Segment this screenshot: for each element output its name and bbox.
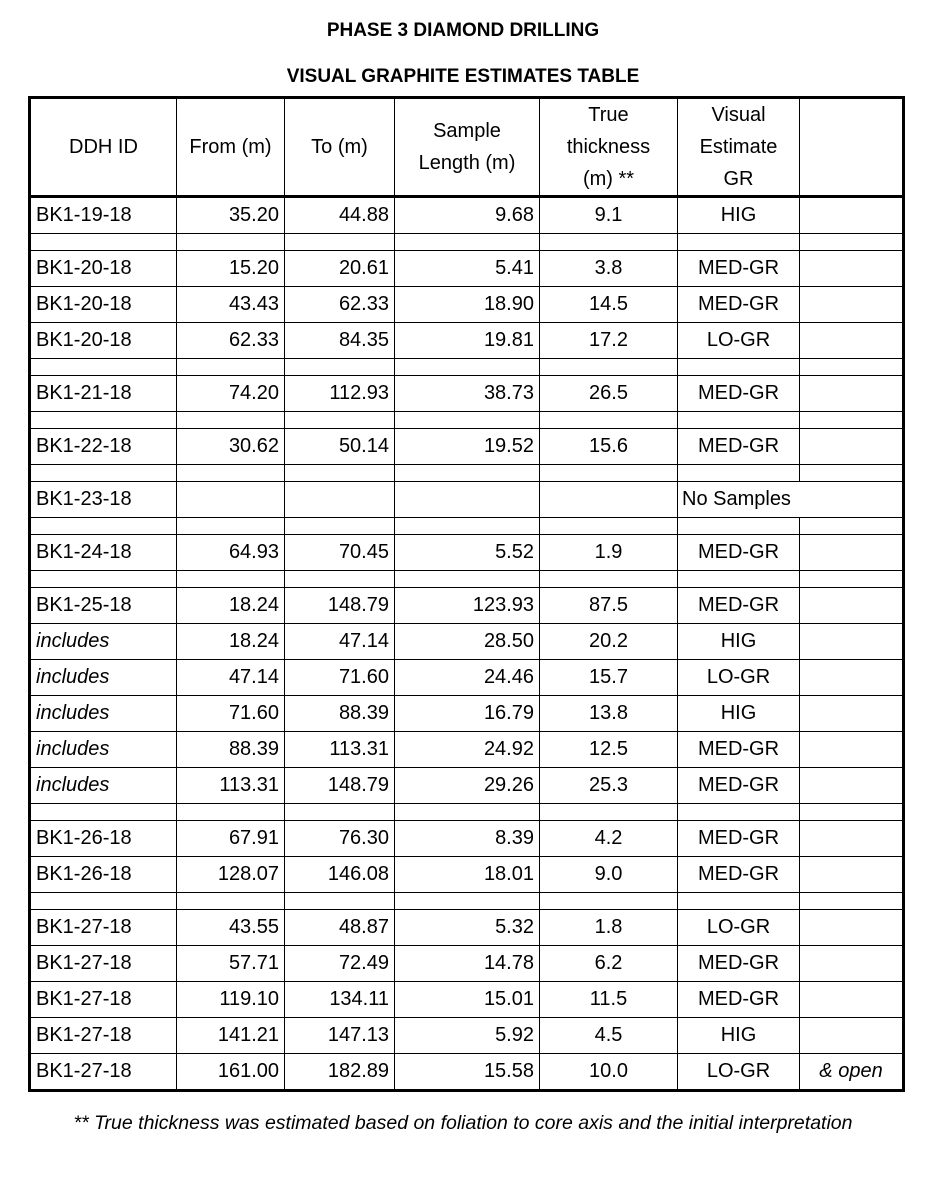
table-row <box>30 197 904 234</box>
cell-sample-length: 123.93 <box>395 588 540 624</box>
cell-no-samples: No Samples <box>678 482 904 518</box>
spacer-cell <box>678 571 800 588</box>
cell-to: 88.39 <box>285 696 395 732</box>
header-row <box>30 98 904 197</box>
cell-ddh-id: BK1-27-18 <box>30 910 177 946</box>
cell-visual-estimate: MED-GR <box>678 535 800 571</box>
cell-sample-length: 16.79 <box>395 696 540 732</box>
cell-note <box>800 624 904 660</box>
cell-sample-length: 8.39 <box>395 821 540 857</box>
cell-visual-estimate: MED-GR <box>678 732 800 768</box>
graphite-estimates-table <box>28 96 905 1092</box>
cell-to: 44.88 <box>285 197 395 234</box>
spacer-cell <box>540 359 678 376</box>
spacer-cell <box>177 893 285 910</box>
cell-note <box>800 429 904 465</box>
cell-sample-length: 5.41 <box>395 251 540 287</box>
cell-visual-estimate: HIG <box>678 1018 800 1054</box>
cell-to: 48.87 <box>285 910 395 946</box>
table-row <box>30 982 904 1018</box>
spacer-cell <box>285 518 395 535</box>
spacer-cell <box>177 518 285 535</box>
spacer-cell <box>285 893 395 910</box>
cell-ddh-id: BK1-27-18 <box>30 982 177 1018</box>
cell-from: 113.31 <box>177 768 285 804</box>
cell-true-thickness: 1.9 <box>540 535 678 571</box>
spacer-cell <box>395 571 540 588</box>
cell-true-thickness: 17.2 <box>540 323 678 359</box>
spacer-cell <box>285 465 395 482</box>
cell-ddh-id: includes <box>30 660 177 696</box>
cell-note <box>800 251 904 287</box>
table-title: VISUAL GRAPHITE ESTIMATES TABLE <box>286 66 640 87</box>
cell-true-thickness: 25.3 <box>540 768 678 804</box>
spacer-cell <box>30 412 177 429</box>
table-row <box>30 732 904 768</box>
table-row <box>30 429 904 465</box>
cell-note <box>800 1018 904 1054</box>
cell-note <box>800 732 904 768</box>
header-blank <box>800 98 904 197</box>
spacer-cell <box>285 804 395 821</box>
cell-to <box>285 482 395 518</box>
cell-to: 47.14 <box>285 624 395 660</box>
cell-note <box>800 197 904 234</box>
header-sample-length: Sample Length (m) <box>395 98 540 197</box>
cell-true-thickness: 4.5 <box>540 1018 678 1054</box>
spacer-cell <box>678 359 800 376</box>
cell-ddh-id: BK1-27-18 <box>30 946 177 982</box>
cell-true-thickness: 87.5 <box>540 588 678 624</box>
cell-ddh-id: BK1-21-18 <box>30 376 177 412</box>
cell-note <box>800 982 904 1018</box>
cell-visual-estimate: MED-GR <box>678 287 800 323</box>
table-row <box>30 910 904 946</box>
cell-visual-estimate: MED-GR <box>678 251 800 287</box>
cell-note <box>800 376 904 412</box>
cell-note <box>800 287 904 323</box>
spacer-row <box>30 465 904 482</box>
cell-ddh-id: BK1-22-18 <box>30 429 177 465</box>
cell-sample-length: 18.90 <box>395 287 540 323</box>
spacer-cell <box>30 465 177 482</box>
cell-to: 84.35 <box>285 323 395 359</box>
header-from: From (m) <box>177 98 285 197</box>
cell-sample-length: 18.01 <box>395 857 540 893</box>
header-true-thickness: True thickness (m) ** <box>540 98 678 197</box>
cell-to: 112.93 <box>285 376 395 412</box>
header-to: To (m) <box>285 98 395 197</box>
cell-from: 71.60 <box>177 696 285 732</box>
spacer-cell <box>800 893 904 910</box>
cell-note <box>800 588 904 624</box>
cell-ddh-id: BK1-25-18 <box>30 588 177 624</box>
spacer-cell <box>395 518 540 535</box>
table-row <box>30 251 904 287</box>
cell-visual-estimate: HIG <box>678 696 800 732</box>
cell-ddh-id: BK1-24-18 <box>30 535 177 571</box>
spacer-cell <box>800 804 904 821</box>
cell-true-thickness: 4.2 <box>540 821 678 857</box>
cell-visual-estimate: MED-GR <box>678 429 800 465</box>
cell-note <box>800 946 904 982</box>
cell-from: 43.55 <box>177 910 285 946</box>
table-row <box>30 660 904 696</box>
table-row <box>30 696 904 732</box>
table-row <box>30 821 904 857</box>
table-row <box>30 323 904 359</box>
cell-true-thickness: 15.7 <box>540 660 678 696</box>
cell-true-thickness: 6.2 <box>540 946 678 982</box>
spacer-cell <box>540 893 678 910</box>
cell-ddh-id: BK1-20-18 <box>30 287 177 323</box>
spacer-cell <box>30 804 177 821</box>
cell-from: 47.14 <box>177 660 285 696</box>
cell-sample-length: 15.58 <box>395 1054 540 1091</box>
cell-sample-length: 9.68 <box>395 197 540 234</box>
cell-note: & open <box>800 1054 904 1091</box>
table-row <box>30 535 904 571</box>
cell-sample-length: 28.50 <box>395 624 540 660</box>
cell-ddh-id: BK1-23-18 <box>30 482 177 518</box>
cell-true-thickness: 14.5 <box>540 287 678 323</box>
page-title: PHASE 3 DIAMOND DRILLING <box>326 20 600 41</box>
cell-to: 147.13 <box>285 1018 395 1054</box>
cell-visual-estimate: LO-GR <box>678 323 800 359</box>
cell-to: 70.45 <box>285 535 395 571</box>
cell-true-thickness: 26.5 <box>540 376 678 412</box>
cell-true-thickness: 11.5 <box>540 982 678 1018</box>
spacer-row <box>30 893 904 910</box>
spacer-cell <box>177 804 285 821</box>
cell-visual-estimate: MED-GR <box>678 946 800 982</box>
spacer-cell <box>540 234 678 251</box>
spacer-cell <box>395 412 540 429</box>
spacer-cell <box>800 571 904 588</box>
spacer-cell <box>678 465 800 482</box>
cell-true-thickness <box>540 482 678 518</box>
spacer-row <box>30 234 904 251</box>
spacer-cell <box>285 234 395 251</box>
cell-true-thickness: 13.8 <box>540 696 678 732</box>
cell-from: 62.33 <box>177 323 285 359</box>
spacer-cell <box>395 893 540 910</box>
cell-visual-estimate: MED-GR <box>678 982 800 1018</box>
cell-true-thickness: 10.0 <box>540 1054 678 1091</box>
cell-true-thickness: 12.5 <box>540 732 678 768</box>
cell-visual-estimate: MED-GR <box>678 821 800 857</box>
spacer-cell <box>540 571 678 588</box>
spacer-cell <box>540 518 678 535</box>
cell-from: 18.24 <box>177 624 285 660</box>
cell-ddh-id: BK1-26-18 <box>30 821 177 857</box>
cell-from: 43.43 <box>177 287 285 323</box>
spacer-cell <box>177 571 285 588</box>
footnote: ** True thickness was estimated based on foliation to core axis and the initial interpretation <box>73 1112 853 1134</box>
spacer-cell <box>800 412 904 429</box>
spacer-cell <box>285 359 395 376</box>
spacer-cell <box>540 465 678 482</box>
spacer-row <box>30 359 904 376</box>
spacer-cell <box>30 234 177 251</box>
spacer-cell <box>177 412 285 429</box>
cell-note <box>800 857 904 893</box>
cell-sample-length: 24.46 <box>395 660 540 696</box>
spacer-cell <box>540 804 678 821</box>
table-row <box>30 376 904 412</box>
cell-ddh-id: includes <box>30 696 177 732</box>
spacer-cell <box>30 571 177 588</box>
cell-ddh-id: BK1-26-18 <box>30 857 177 893</box>
cell-to: 71.60 <box>285 660 395 696</box>
spacer-cell <box>540 412 678 429</box>
cell-true-thickness: 9.1 <box>540 197 678 234</box>
cell-to: 62.33 <box>285 287 395 323</box>
cell-from: 74.20 <box>177 376 285 412</box>
cell-visual-estimate: HIG <box>678 624 800 660</box>
cell-ddh-id: BK1-20-18 <box>30 323 177 359</box>
cell-sample-length: 19.81 <box>395 323 540 359</box>
table-row <box>30 946 904 982</box>
spacer-cell <box>177 234 285 251</box>
spacer-cell <box>30 893 177 910</box>
table-row <box>30 588 904 624</box>
cell-to: 50.14 <box>285 429 395 465</box>
spacer-row <box>30 412 904 429</box>
cell-sample-length: 14.78 <box>395 946 540 982</box>
cell-to: 134.11 <box>285 982 395 1018</box>
cell-to: 148.79 <box>285 768 395 804</box>
spacer-cell <box>800 234 904 251</box>
spacer-cell <box>678 234 800 251</box>
cell-from: 88.39 <box>177 732 285 768</box>
cell-from: 15.20 <box>177 251 285 287</box>
cell-sample-length: 29.26 <box>395 768 540 804</box>
spacer-cell <box>678 412 800 429</box>
cell-visual-estimate: LO-GR <box>678 1054 800 1091</box>
cell-ddh-id: includes <box>30 732 177 768</box>
cell-true-thickness: 3.8 <box>540 251 678 287</box>
spacer-cell <box>395 359 540 376</box>
table-row <box>30 768 904 804</box>
cell-sample-length <box>395 482 540 518</box>
spacer-cell <box>177 465 285 482</box>
cell-ddh-id: BK1-20-18 <box>30 251 177 287</box>
spacer-cell <box>800 518 904 535</box>
cell-sample-length: 38.73 <box>395 376 540 412</box>
cell-note <box>800 821 904 857</box>
table-row <box>30 857 904 893</box>
cell-visual-estimate: MED-GR <box>678 376 800 412</box>
spacer-cell <box>395 804 540 821</box>
table-row <box>30 287 904 323</box>
spacer-cell <box>177 359 285 376</box>
cell-visual-estimate: MED-GR <box>678 857 800 893</box>
cell-note <box>800 660 904 696</box>
table-row <box>30 482 904 518</box>
cell-visual-estimate: MED-GR <box>678 768 800 804</box>
cell-to: 146.08 <box>285 857 395 893</box>
spacer-cell <box>678 518 800 535</box>
spacer-cell <box>285 412 395 429</box>
cell-sample-length: 15.01 <box>395 982 540 1018</box>
cell-from: 67.91 <box>177 821 285 857</box>
cell-to: 182.89 <box>285 1054 395 1091</box>
cell-visual-estimate: LO-GR <box>678 910 800 946</box>
header-visual-estimate: Visual Estimate GR <box>678 98 800 197</box>
spacer-row <box>30 804 904 821</box>
cell-sample-length: 5.32 <box>395 910 540 946</box>
table-row <box>30 1054 904 1091</box>
spacer-cell <box>30 359 177 376</box>
cell-note <box>800 535 904 571</box>
cell-sample-length: 5.92 <box>395 1018 540 1054</box>
cell-true-thickness: 15.6 <box>540 429 678 465</box>
cell-true-thickness: 1.8 <box>540 910 678 946</box>
cell-from: 30.62 <box>177 429 285 465</box>
cell-from: 141.21 <box>177 1018 285 1054</box>
spacer-cell <box>678 893 800 910</box>
cell-to: 72.49 <box>285 946 395 982</box>
table-row <box>30 1018 904 1054</box>
cell-from: 57.71 <box>177 946 285 982</box>
cell-sample-length: 19.52 <box>395 429 540 465</box>
cell-note <box>800 323 904 359</box>
cell-note <box>800 768 904 804</box>
cell-to: 148.79 <box>285 588 395 624</box>
cell-note <box>800 696 904 732</box>
cell-ddh-id: includes <box>30 768 177 804</box>
cell-ddh-id: BK1-27-18 <box>30 1018 177 1054</box>
cell-note <box>800 910 904 946</box>
cell-from: 35.20 <box>177 197 285 234</box>
cell-visual-estimate: LO-GR <box>678 660 800 696</box>
cell-sample-length: 5.52 <box>395 535 540 571</box>
cell-visual-estimate: MED-GR <box>678 588 800 624</box>
spacer-cell <box>800 465 904 482</box>
spacer-row <box>30 518 904 535</box>
cell-ddh-id: includes <box>30 624 177 660</box>
cell-from <box>177 482 285 518</box>
spacer-cell <box>678 804 800 821</box>
cell-ddh-id: BK1-19-18 <box>30 197 177 234</box>
cell-from: 18.24 <box>177 588 285 624</box>
spacer-cell <box>395 465 540 482</box>
table-row <box>30 624 904 660</box>
spacer-row <box>30 571 904 588</box>
cell-from: 64.93 <box>177 535 285 571</box>
header-ddh-id: DDH ID <box>30 98 177 197</box>
spacer-cell <box>800 359 904 376</box>
cell-ddh-id: BK1-27-18 <box>30 1054 177 1091</box>
cell-sample-length: 24.92 <box>395 732 540 768</box>
cell-from: 161.00 <box>177 1054 285 1091</box>
cell-to: 20.61 <box>285 251 395 287</box>
cell-to: 113.31 <box>285 732 395 768</box>
spacer-cell <box>395 234 540 251</box>
cell-true-thickness: 20.2 <box>540 624 678 660</box>
cell-from: 128.07 <box>177 857 285 893</box>
cell-from: 119.10 <box>177 982 285 1018</box>
cell-visual-estimate: HIG <box>678 197 800 234</box>
cell-true-thickness: 9.0 <box>540 857 678 893</box>
spacer-cell <box>30 518 177 535</box>
spacer-cell <box>285 571 395 588</box>
cell-to: 76.30 <box>285 821 395 857</box>
